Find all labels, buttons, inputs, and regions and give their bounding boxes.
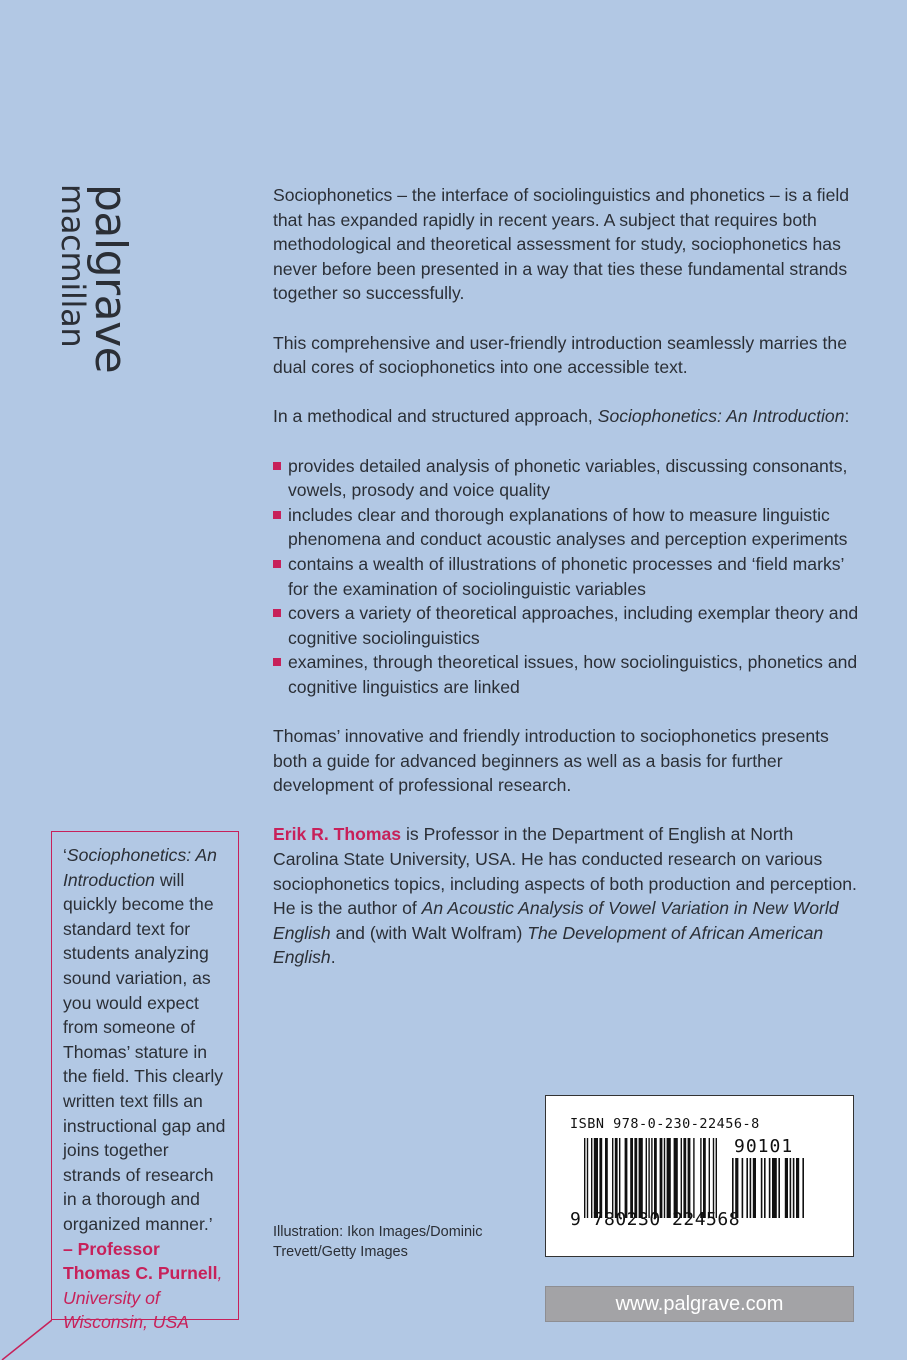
author-book-1: An Acoustic Analysis of Vowel Variation in New World English bbox=[273, 898, 839, 943]
feature-list-item bbox=[273, 552, 863, 601]
barcode-addon-digits: 90101 bbox=[734, 1136, 794, 1157]
barcode-bar bbox=[648, 1138, 649, 1218]
barcode-bar bbox=[772, 1158, 777, 1218]
barcode-bar bbox=[654, 1138, 657, 1218]
quote-text: will quickly become the standard text for students analyzing sound variation, as you would expect from someone of Thomas’ stature in the field. This clearly written text fills an instructional gap and joins together strands of research in a thorough and organized manner.’ bbox=[63, 869, 226, 1234]
quote-book-title: Sociophonetics: An Introduction bbox=[63, 845, 217, 890]
feature-list-item bbox=[273, 454, 863, 503]
barcode-bar bbox=[681, 1138, 682, 1218]
barcode-bar bbox=[709, 1138, 710, 1218]
description-paragraph-1: Sociophonetics – the interface of sociolinguistics and phonetics – is a field that has expanded rapidly in recent years. A subject that requires both methodological and theoretical assessment for study, sociophonetics has never before been presented in a way that ties these fundamental strands together so successfully. bbox=[273, 185, 850, 304]
publisher-logo bbox=[50, 184, 136, 374]
barcode-bar bbox=[634, 1138, 637, 1218]
quote-attribution bbox=[63, 1239, 222, 1333]
bullet-square-icon bbox=[273, 511, 281, 519]
publisher-logo-line2: macmillan bbox=[54, 184, 92, 348]
intro-colon: : bbox=[844, 406, 850, 427]
barcode-bar bbox=[615, 1138, 618, 1218]
author-bio-text-3: . bbox=[330, 947, 336, 968]
barcode-addon-bars-icon bbox=[732, 1158, 806, 1218]
bullet-square-icon bbox=[273, 658, 281, 666]
description-paragraph-2: This comprehensive and user-friendly introduction seamlessly marries the dual cores of sociophonetics into one accessible text. bbox=[273, 332, 847, 378]
barcode-bar bbox=[688, 1138, 691, 1218]
endorsement-quote-box bbox=[51, 831, 239, 1333]
description-paragraph-4: Thomas’ innovative and friendly introduction to sociophonetics presents both a guide for advanced beginners as well as a basis for further development of professional research. bbox=[273, 726, 829, 796]
barcode-bar bbox=[790, 1158, 792, 1218]
author-bio-text-1: is Professor in the Department of English at North Carolina State University, USA. He has conducted research on various sociophonetics topics, including aspects of both production and perception. He is the author of bbox=[273, 824, 857, 919]
isbn-barcode bbox=[545, 1095, 854, 1257]
barcode-bar bbox=[750, 1158, 752, 1218]
barcode-bar bbox=[619, 1138, 620, 1218]
barcode-bar bbox=[703, 1138, 706, 1218]
intro-lead: In a methodical and structured approach, bbox=[273, 406, 598, 427]
author-name: Erik R. Thomas bbox=[273, 824, 402, 845]
feature-list-item bbox=[273, 650, 863, 699]
barcode-bar bbox=[660, 1138, 663, 1218]
bullet-square-icon bbox=[273, 609, 281, 617]
barcode-bar bbox=[769, 1158, 771, 1218]
barcode-bar bbox=[742, 1158, 744, 1218]
bullet-square-icon bbox=[273, 462, 281, 470]
publisher-website[interactable]: www.palgrave.com bbox=[545, 1286, 854, 1322]
isbn-label: ISBN 978-0-230-22456-8 bbox=[570, 1116, 760, 1132]
decorative-corner-line bbox=[0, 1316, 52, 1360]
feature-text: includes clear and thorough explanations of how to measure linguistic phenomena and conduct acoustic analyses and perception experiments bbox=[288, 504, 848, 550]
feature-list bbox=[273, 454, 863, 700]
feature-list-item bbox=[273, 503, 863, 552]
book-title-italic: Sociophonetics: An Introduction bbox=[597, 406, 845, 427]
author-bio-text-2: and (with Walt Wolfram) bbox=[330, 922, 528, 943]
barcode-bar bbox=[785, 1158, 788, 1218]
barcode-bar bbox=[646, 1138, 647, 1218]
barcode-bar bbox=[716, 1138, 717, 1218]
quote-open-mark: ‘ bbox=[63, 845, 67, 865]
description-paragraph-3 bbox=[273, 404, 863, 429]
feature-list-item bbox=[273, 601, 863, 650]
barcode-bar bbox=[612, 1138, 613, 1218]
barcode-bar bbox=[802, 1158, 804, 1218]
barcode-bar bbox=[693, 1138, 694, 1218]
book-description bbox=[273, 183, 863, 995]
barcode-bar bbox=[591, 1138, 592, 1218]
barcode-bar bbox=[761, 1158, 763, 1218]
barcode-bar bbox=[630, 1138, 633, 1218]
barcode-bar bbox=[764, 1158, 766, 1218]
illustration-credit: Illustration: Ikon Images/Dominic Trevett/Getty Images bbox=[273, 1224, 483, 1260]
barcode-bar bbox=[796, 1158, 799, 1218]
barcode-bar bbox=[584, 1138, 585, 1218]
barcode-bar bbox=[587, 1138, 588, 1218]
bullet-square-icon bbox=[273, 560, 281, 568]
quote-attribution-affiliation: , University of Wisconsin, USA bbox=[63, 1263, 223, 1333]
barcode-bar bbox=[639, 1138, 643, 1218]
author-book-2: The Development of African American English bbox=[273, 922, 824, 968]
barcode-bars-icon bbox=[584, 1138, 726, 1218]
barcode-bar bbox=[667, 1138, 671, 1218]
quote-attribution-name: – Professor Thomas C. Purnell bbox=[63, 1238, 218, 1284]
barcode-bar bbox=[599, 1138, 602, 1218]
feature-text: contains a wealth of illustrations of phonetic processes and ‘field marks’ for the examination of sociolinguistic variables bbox=[288, 553, 844, 599]
barcode-bar bbox=[700, 1138, 701, 1218]
author-bio bbox=[273, 822, 863, 970]
barcode-bar bbox=[594, 1138, 598, 1218]
barcode-bar bbox=[793, 1158, 795, 1218]
feature-text: covers a variety of theoretical approaches, including exemplar theory and cognitive sociolinguistics bbox=[288, 603, 859, 648]
barcode-bar bbox=[674, 1138, 678, 1218]
barcode-bar bbox=[683, 1138, 686, 1218]
barcode-bar bbox=[605, 1138, 608, 1218]
barcode-bar bbox=[625, 1138, 628, 1218]
barcode-bar bbox=[778, 1158, 780, 1218]
publisher-logo-line1: palgrave bbox=[85, 184, 136, 374]
feature-text: examines, through theoretical issues, how sociolinguistics, phonetics and cognitive linguistics are linked bbox=[288, 652, 858, 697]
barcode-bar bbox=[651, 1138, 652, 1218]
barcode-bar bbox=[753, 1158, 756, 1218]
barcode-bar bbox=[746, 1158, 748, 1218]
barcode-bar bbox=[664, 1138, 665, 1218]
barcode-bar bbox=[713, 1138, 714, 1218]
barcode-ean-digits: 9 780230 224568 bbox=[570, 1209, 741, 1230]
feature-text: provides detailed analysis of phonetic variables, discussing consonants, vowels, prosody and voice quality bbox=[288, 455, 848, 501]
